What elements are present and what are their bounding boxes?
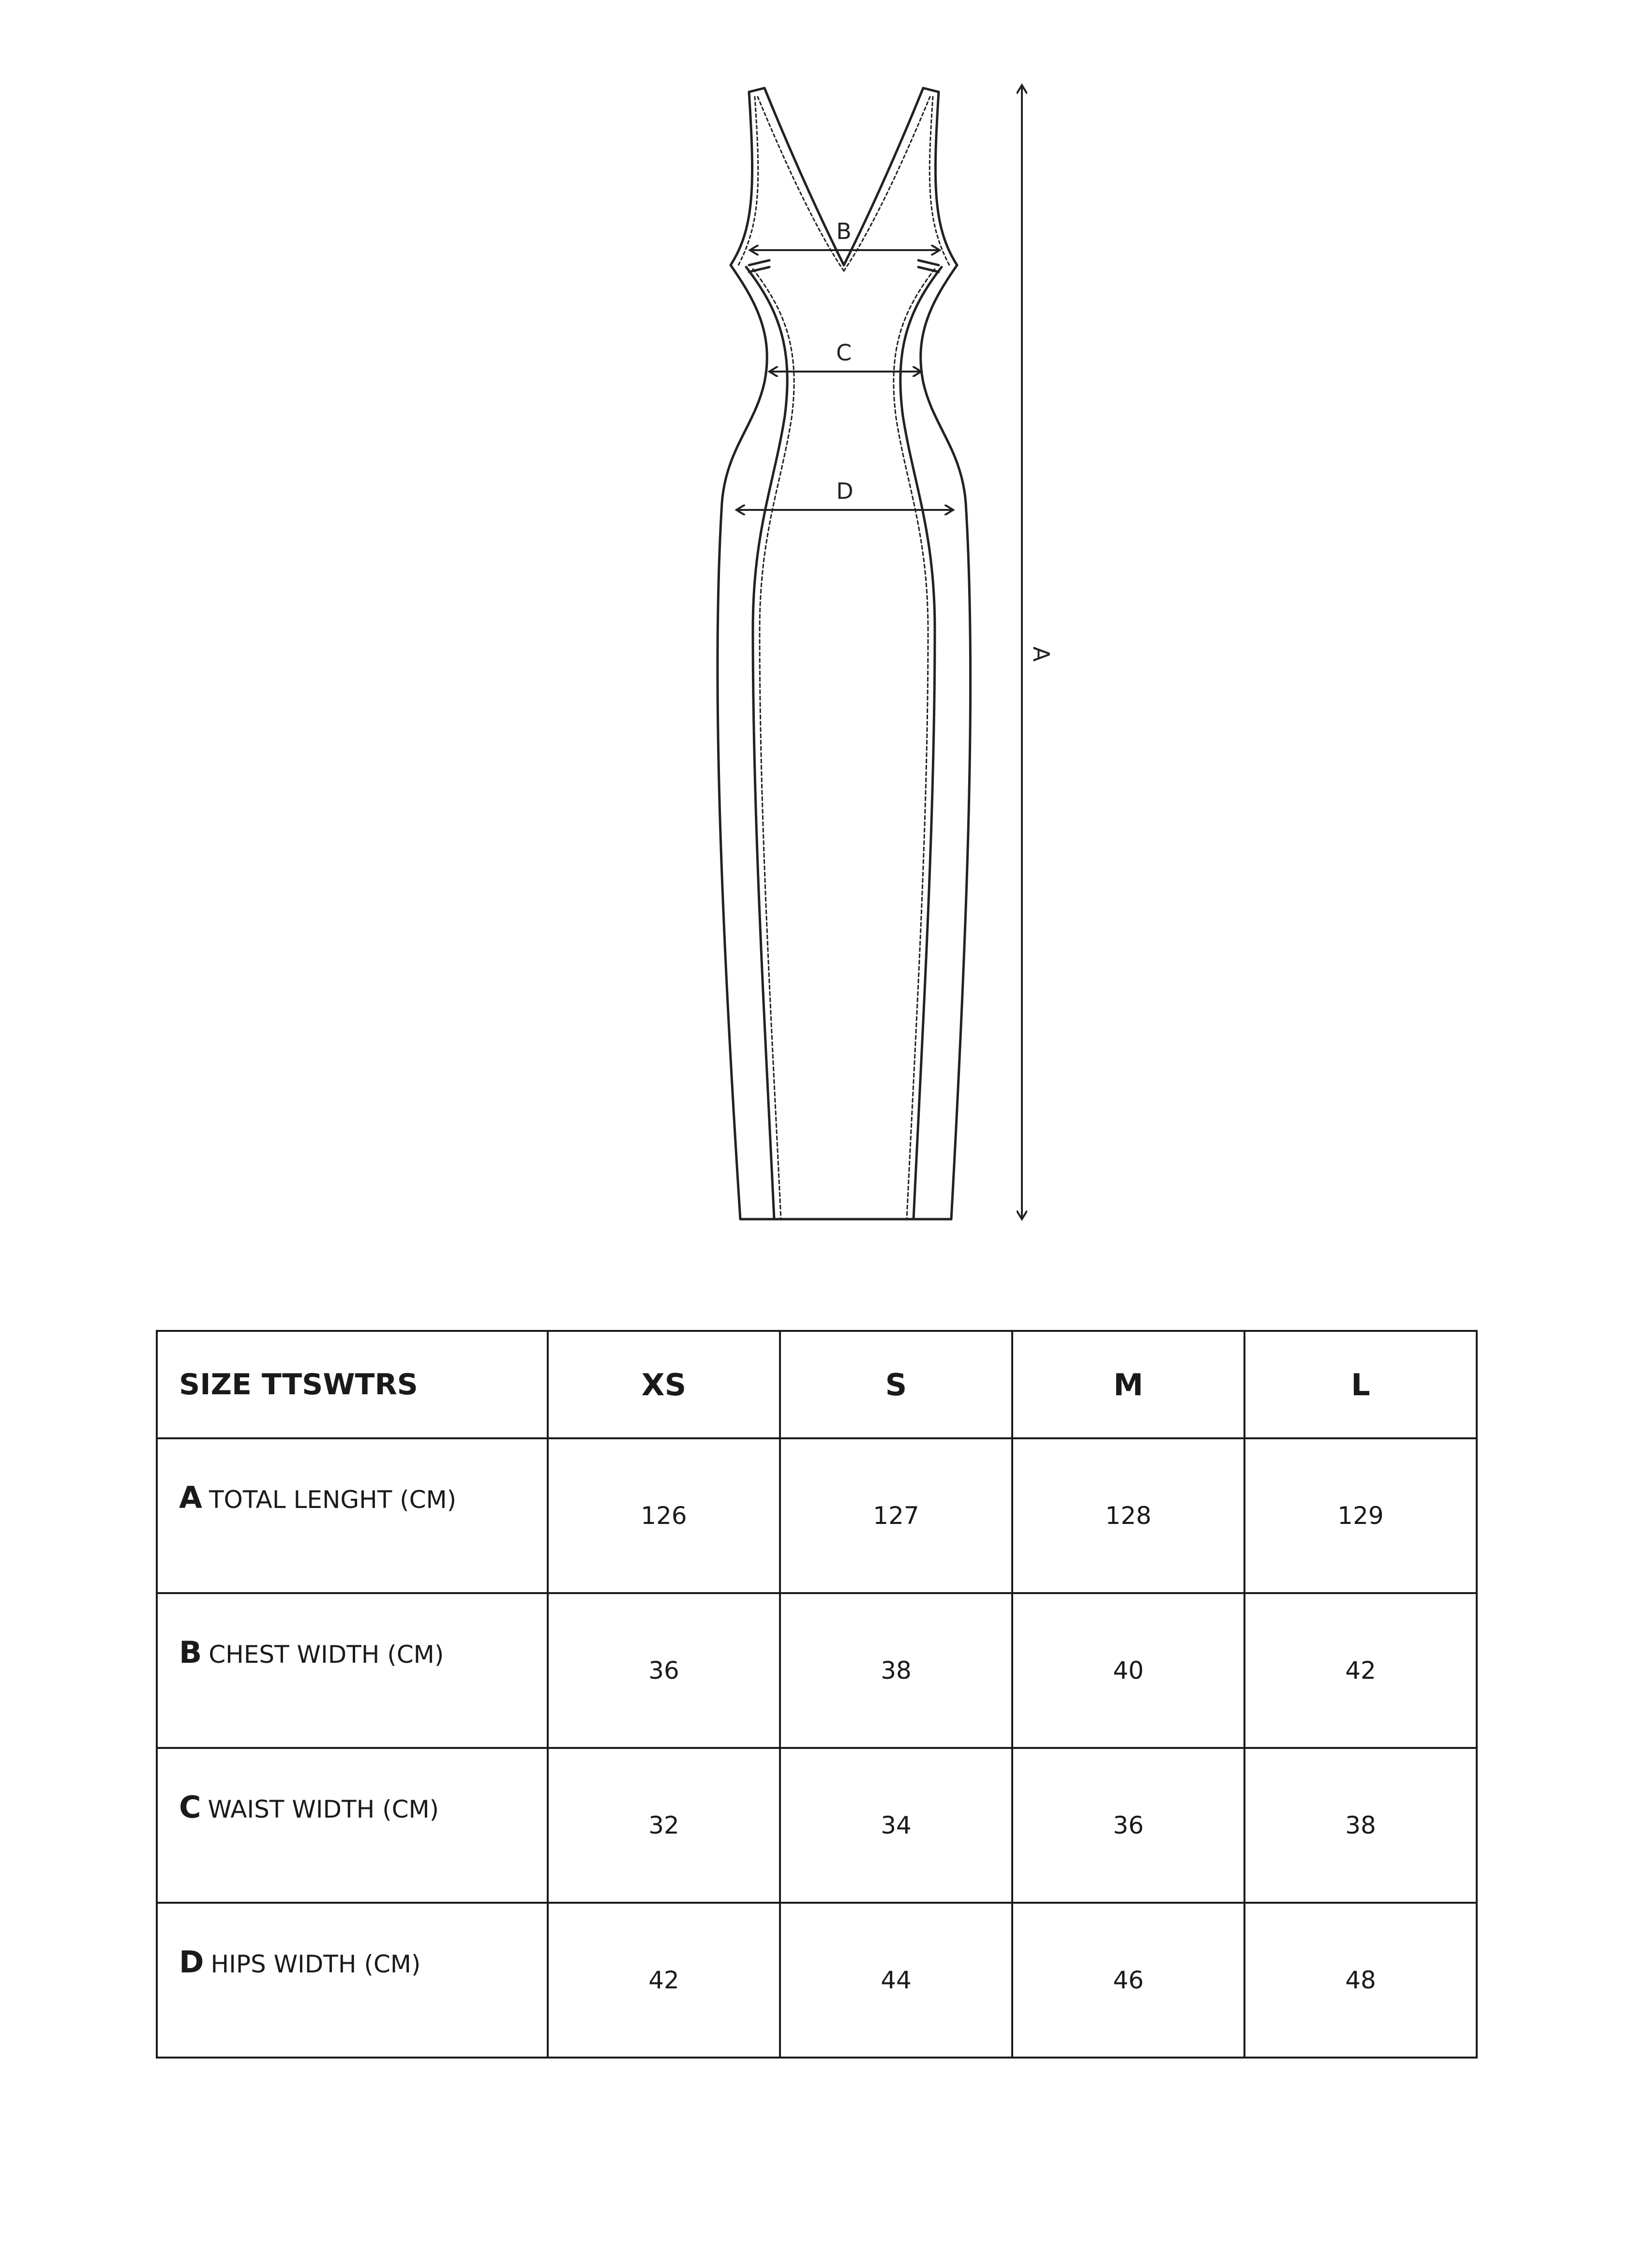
size-chart-table <box>156 1330 1478 2059</box>
table-title: SIZE TTSWTRS <box>157 1331 548 1438</box>
table-cell: 44 <box>780 1903 1012 2058</box>
size-header-m: M <box>1012 1331 1244 1438</box>
table-header-row <box>157 1331 1477 1438</box>
table-row <box>157 1593 1477 1748</box>
row-letter: B <box>179 1635 202 1670</box>
table-cell: 32 <box>548 1748 780 1903</box>
row-label-hips-width <box>157 1903 548 2058</box>
table-cell: 42 <box>548 1903 780 2058</box>
table-cell: 128 <box>1012 1438 1244 1593</box>
table-cell: 34 <box>780 1748 1012 1903</box>
table-cell: 126 <box>548 1438 780 1593</box>
table-cell: 46 <box>1012 1903 1244 2058</box>
label-a: A <box>1028 646 1054 662</box>
row-label-total-length <box>157 1438 548 1593</box>
table-cell: 38 <box>780 1593 1012 1748</box>
table-row <box>157 1438 1477 1593</box>
row-letter: A <box>179 1480 202 1515</box>
dress-outline <box>718 88 971 1219</box>
size-header-l: L <box>1244 1331 1477 1438</box>
table-cell: 129 <box>1244 1438 1477 1593</box>
table-cell: 36 <box>1012 1748 1244 1903</box>
table-cell: 48 <box>1244 1903 1477 2058</box>
table-cell: 42 <box>1244 1593 1477 1748</box>
table-row <box>157 1748 1477 1903</box>
row-description: WAIST WIDTH (CM) <box>208 1795 439 1823</box>
table-cell: 38 <box>1244 1748 1477 1903</box>
table-cell: 40 <box>1012 1593 1244 1748</box>
size-header-s: S <box>780 1331 1012 1438</box>
row-description: TOTAL LENGHT (CM) <box>209 1486 457 1514</box>
table-row <box>157 1903 1477 2058</box>
size-header-xs: XS <box>548 1331 780 1438</box>
measure-lines <box>736 85 1022 1219</box>
row-letter: C <box>179 1790 201 1825</box>
label-c: C <box>836 340 852 366</box>
row-letter: D <box>179 1944 204 1980</box>
table-cell: 127 <box>780 1438 1012 1593</box>
label-d: D <box>836 478 854 504</box>
row-label-waist-width <box>157 1748 548 1903</box>
label-b: B <box>836 218 852 244</box>
row-description: HIPS WIDTH (CM) <box>210 1950 421 1978</box>
row-label-chest-width <box>157 1593 548 1748</box>
table-cell: 36 <box>548 1593 780 1748</box>
row-description: CHEST WIDTH (CM) <box>209 1641 444 1669</box>
